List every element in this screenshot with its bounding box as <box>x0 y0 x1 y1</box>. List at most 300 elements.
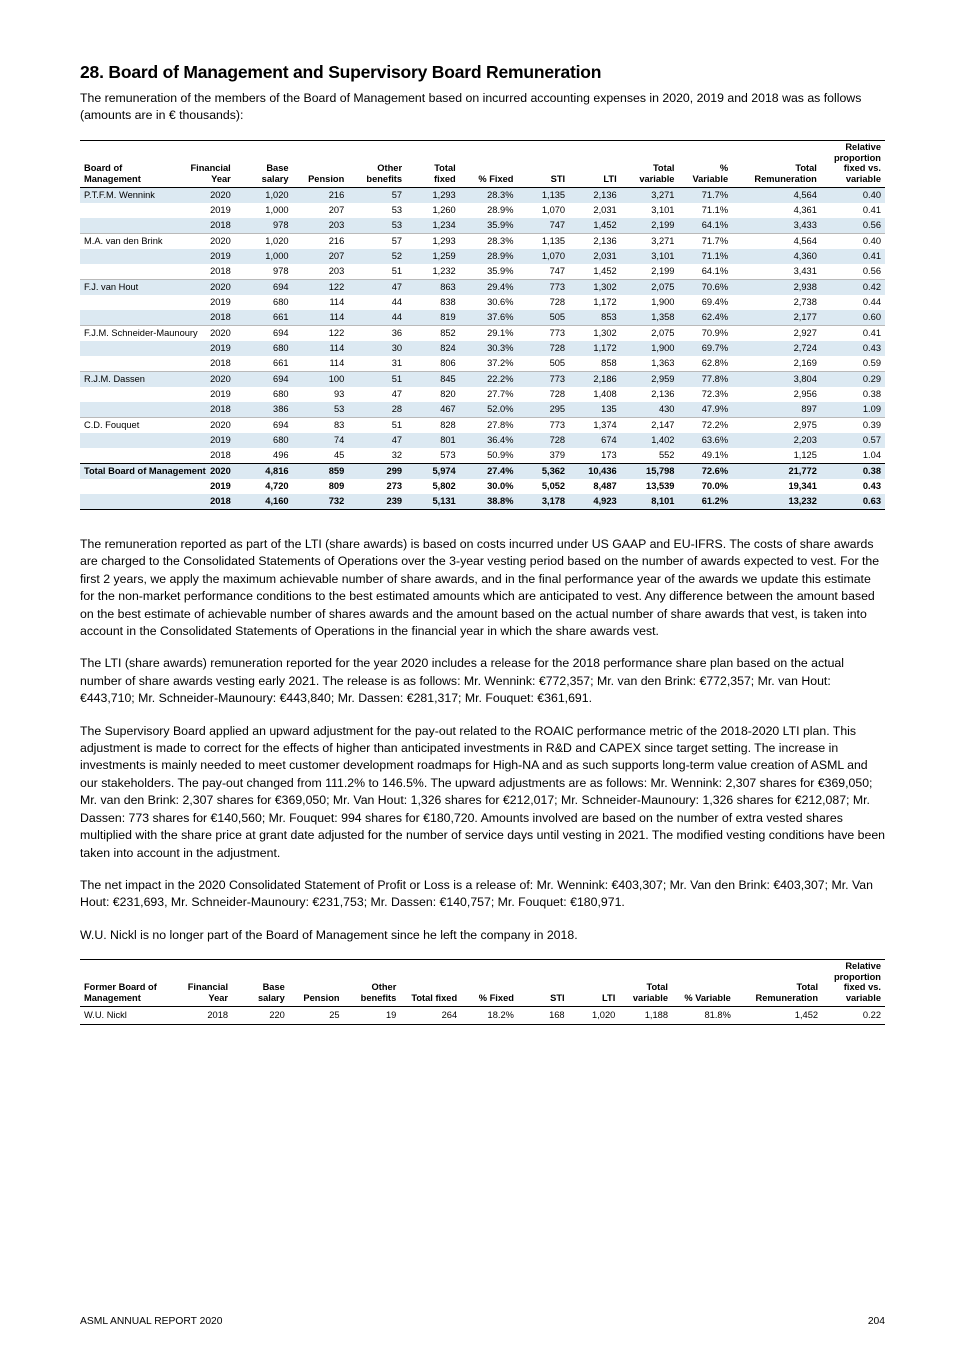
table-row <box>80 341 885 356</box>
former-table-header-row <box>80 960 885 1007</box>
cell-pct-variable: 77.8% <box>678 372 732 388</box>
cell-total-remuneration: 2,738 <box>793 297 817 307</box>
cell-pension: 25 <box>289 1007 344 1025</box>
cell-sti: 728 <box>549 343 566 353</box>
cell-other-benefits: 32 <box>391 450 403 460</box>
cell-lti: 1,408 <box>593 389 617 399</box>
cell-total-fixed: 1,293 <box>432 190 456 200</box>
cell-relative-proportion: 0.38 <box>862 389 881 399</box>
cell-total-variable: 3,271 <box>651 190 675 200</box>
cell-base-salary: 661 <box>273 312 289 322</box>
cell-total-remuneration: 2,927 <box>732 326 821 342</box>
cell-relative-proportion: 0.60 <box>862 312 881 322</box>
cell-total-variable: 2,075 <box>621 326 679 342</box>
cell-year: 2018 <box>210 404 231 414</box>
page-title: 28. Board of Management and Supervisory Board Remuneration <box>80 62 602 82</box>
cell-year: 2018 <box>173 1007 232 1025</box>
cell-pct-variable: 64.1% <box>701 220 729 230</box>
cell-total-variable: 1,363 <box>651 358 675 368</box>
cell-other-benefits: 273 <box>386 481 403 491</box>
cell-other-benefits: 52 <box>391 251 403 261</box>
cell-lti: 1,452 <box>593 266 617 276</box>
cell-pct-fixed: 18.2% <box>461 1007 518 1025</box>
cell-pct-fixed: 28.3% <box>460 234 518 250</box>
cell-total-fixed: 467 <box>440 404 456 414</box>
cell-total-remuneration: 2,975 <box>732 418 821 434</box>
cell-total-fixed: 852 <box>406 326 460 342</box>
cell-year: 2018 <box>210 450 231 460</box>
cell-base-salary: 4,720 <box>265 481 289 491</box>
col-sti: STI <box>518 141 570 188</box>
cell-total-remuneration: 2,177 <box>793 312 817 322</box>
cell-total-remuneration: 4,564 <box>732 234 821 250</box>
cell-base-salary: 680 <box>273 435 289 445</box>
cell-total-fixed: 1,260 <box>432 205 456 215</box>
table-row <box>80 433 885 448</box>
cell-sti: 773 <box>518 326 570 342</box>
cell-pension: 83 <box>293 418 349 434</box>
cell-sti: 773 <box>518 372 570 388</box>
table-row <box>80 264 885 280</box>
cell-total-variable: 1,188 <box>619 1007 672 1025</box>
cell-total-remuneration: 2,203 <box>793 435 817 445</box>
cell-total-remuneration: 2,724 <box>793 343 817 353</box>
cell-relative-proportion: 0.56 <box>862 220 881 230</box>
cell-year: 2018 <box>210 220 231 230</box>
cell-total-variable: 2,136 <box>651 389 675 399</box>
fcol-total-variable: Total variable <box>619 960 672 1007</box>
cell-base-salary: 694 <box>235 280 293 296</box>
cell-base-salary: 978 <box>273 266 289 276</box>
cell-base-salary: 4,160 <box>235 494 293 510</box>
table-row <box>80 310 885 326</box>
cell-lti: 135 <box>601 404 617 414</box>
cell-year: 2020 <box>175 234 235 250</box>
cell-lti: 4,923 <box>569 494 621 510</box>
cell-relative-proportion: 1.09 <box>862 404 881 414</box>
cell-total-variable: 1,900 <box>651 297 675 307</box>
table-total-row <box>80 494 885 510</box>
cell-year: 2020 <box>175 464 235 480</box>
cell-base-salary: 1,000 <box>265 251 289 261</box>
fcol-total-fixed: Total fixed <box>400 960 461 1007</box>
cell-relative-proportion: 0.41 <box>862 205 881 215</box>
cell-total-fixed: 573 <box>440 450 456 460</box>
table-row <box>80 387 885 402</box>
cell-sti: 747 <box>549 266 566 276</box>
cell-other-benefits: 19 <box>344 1007 401 1025</box>
cell-pension: 809 <box>328 481 345 491</box>
cell-pct-variable: 61.2% <box>678 494 732 510</box>
col-total-fixed: Total fixed <box>406 141 460 188</box>
cell-pct-variable: 72.2% <box>678 418 732 434</box>
cell-pct-fixed: 27.7% <box>487 389 514 399</box>
cell-sti: 168 <box>518 1007 569 1025</box>
cell-lti: 1,302 <box>569 326 621 342</box>
fcol-pct-fixed: % Fixed <box>461 960 518 1007</box>
cell-total-variable: 3,101 <box>651 251 675 261</box>
table-row <box>80 326 885 342</box>
cell-other-benefits: 51 <box>348 372 406 388</box>
cell-pension: 732 <box>293 494 349 510</box>
cell-total-variable: 13,539 <box>646 481 675 491</box>
cell-total-fixed: 820 <box>440 389 456 399</box>
cell-pct-variable: 62.4% <box>701 312 729 322</box>
cell-total-remuneration: 2,956 <box>793 389 817 399</box>
cell-sti: 1,070 <box>541 205 566 215</box>
cell-total-fixed: 824 <box>440 343 456 353</box>
cell-pct-fixed: 30.0% <box>487 481 514 491</box>
cell-sti: 5,362 <box>518 464 570 480</box>
col-total-remuneration: Total Remuneration <box>732 141 821 188</box>
cell-total-fixed: 5,131 <box>406 494 460 510</box>
cell-year: 2019 <box>210 435 231 445</box>
cell-other-benefits: 44 <box>391 297 403 307</box>
cell-pct-fixed: 50.9% <box>487 450 514 460</box>
cell-lti: 1,302 <box>569 280 621 296</box>
cell-name: M.A. van den Brink <box>80 234 175 250</box>
table-row <box>80 249 885 264</box>
cell-lti: 2,031 <box>593 251 617 261</box>
cell-pension: 114 <box>329 343 345 353</box>
cell-lti: 853 <box>601 312 617 322</box>
cell-base-salary: 694 <box>235 372 293 388</box>
cell-lti: 674 <box>601 435 617 445</box>
cell-other-benefits: 57 <box>348 234 406 250</box>
fcol-total-remuneration: Total Remuneration <box>735 960 822 1007</box>
fcol-pct-variable: % Variable <box>672 960 735 1007</box>
cell-pct-fixed: 29.1% <box>460 326 518 342</box>
cell-total-remuneration: 1,452 <box>735 1007 822 1025</box>
cell-other-benefits: 36 <box>348 326 406 342</box>
cell-pct-fixed: 37.6% <box>487 312 514 322</box>
table-row <box>80 234 885 250</box>
cell-lti: 1,374 <box>569 418 621 434</box>
cell-total-fixed: 863 <box>406 280 460 296</box>
cell-relative-proportion: 0.39 <box>821 418 885 434</box>
cell-other-benefits: 47 <box>391 435 403 445</box>
cell-lti: 2,031 <box>593 205 617 215</box>
table-row <box>80 448 885 464</box>
table-total-row <box>80 464 885 480</box>
cell-name: R.J.M. Dassen <box>80 372 175 388</box>
table-row <box>80 356 885 372</box>
cell-total-fixed: 801 <box>440 435 456 445</box>
cell-pension: 114 <box>329 297 345 307</box>
cell-pct-fixed: 29.4% <box>460 280 518 296</box>
cell-base-salary: 661 <box>273 358 289 368</box>
cell-total-variable: 1,900 <box>651 343 675 353</box>
cell-year: 2018 <box>175 494 235 510</box>
cell-sti: 1,070 <box>541 251 566 261</box>
cell-name <box>80 433 175 448</box>
cell-pension: 100 <box>293 372 349 388</box>
cell-other-benefits: 47 <box>348 280 406 296</box>
table-row <box>80 188 885 204</box>
cell-sti: 505 <box>549 358 566 368</box>
cell-total-variable: 2,199 <box>651 220 675 230</box>
col-financial-year: Financial Year <box>175 141 235 188</box>
cell-sti: 773 <box>518 418 570 434</box>
col-board: Board of Management <box>80 141 175 188</box>
cell-year: 2019 <box>210 481 231 491</box>
cell-pct-variable: 72.3% <box>701 389 729 399</box>
cell-name <box>80 295 175 310</box>
col-relative-proportion: Relative proportion fixed vs. variable <box>821 141 885 188</box>
table-body <box>80 188 885 510</box>
fcol-board: Former Board of Management <box>80 960 173 1007</box>
cell-lti: 2,186 <box>569 372 621 388</box>
cell-lti: 10,436 <box>569 464 621 480</box>
col-base-salary: Base salary <box>235 141 293 188</box>
cell-total-remuneration: 3,433 <box>793 220 817 230</box>
table-row <box>80 218 885 234</box>
cell-other-benefits: 239 <box>348 494 406 510</box>
cell-relative-proportion: 0.43 <box>862 481 881 491</box>
cell-pension: 122 <box>293 326 349 342</box>
cell-year: 2018 <box>210 266 231 276</box>
cell-name <box>80 341 175 356</box>
cell-pct-fixed: 28.9% <box>487 251 514 261</box>
table-row <box>80 418 885 434</box>
col-pct-fixed: % Fixed <box>460 141 518 188</box>
cell-total-variable: 15,798 <box>621 464 679 480</box>
table-header-row <box>80 141 885 188</box>
cell-base-salary: 694 <box>235 418 293 434</box>
cell-relative-proportion: 0.41 <box>862 251 881 261</box>
cell-pct-variable: 71.7% <box>678 234 732 250</box>
col-pension: Pension <box>293 141 349 188</box>
cell-pct-variable: 69.7% <box>701 343 729 353</box>
cell-total-remuneration: 13,232 <box>732 494 821 510</box>
cell-sti: 728 <box>549 389 566 399</box>
cell-pension: 53 <box>333 404 345 414</box>
cell-relative-proportion: 1.04 <box>862 450 881 460</box>
cell-relative-proportion: 0.38 <box>821 464 885 480</box>
cell-total-variable: 3,271 <box>621 234 679 250</box>
cell-year: 2020 <box>175 372 235 388</box>
cell-year: 2020 <box>175 280 235 296</box>
cell-year: 2019 <box>210 343 231 353</box>
cell-other-benefits: 53 <box>391 220 403 230</box>
cell-total-fixed: 819 <box>440 312 456 322</box>
page-footer <box>80 1316 885 1327</box>
cell-pct-fixed: 27.8% <box>460 418 518 434</box>
cell-base-salary: 220 <box>232 1007 289 1025</box>
cell-relative-proportion: 0.40 <box>862 190 881 200</box>
cell-total-fixed: 1,232 <box>432 266 456 276</box>
cell-name: C.D. Fouquet <box>80 418 175 434</box>
col-pct-variable: % Variable <box>678 141 732 188</box>
fcol-lti: LTI <box>569 960 620 1007</box>
cell-year: 2020 <box>175 326 235 342</box>
cell-base-salary: 1,020 <box>265 190 289 200</box>
cell-lti: 8,487 <box>593 481 617 491</box>
cell-relative-proportion: 0.43 <box>862 343 881 353</box>
cell-name <box>80 356 175 372</box>
cell-pct-fixed: 35.9% <box>487 266 514 276</box>
cell-base-salary: 680 <box>273 343 289 353</box>
cell-total-variable: 8,101 <box>621 494 679 510</box>
col-total-variable: Total variable <box>621 141 679 188</box>
fcol-relative-proportion: Relative proportion fixed vs. variable <box>822 960 885 1007</box>
cell-total-fixed: 1,259 <box>432 251 456 261</box>
cell-base-salary: 978 <box>273 220 289 230</box>
paragraph-roaic-adjustment: The Supervisory Board applied an upward adjustment for the pay-out related to the ROAIC performance metric of the 2018-2020 LTI plan. This adjustment is made to correct for the effects of higher than anticipated investments in R&D and CAPEX since target setting. The increase in investments is mainly needed to meet customer development roadmaps for High-NA and as such supports long-term value creation of ASML and our stakeholders. The pay-out changed from 111.2% to 146.5%. The upward adjustments are as follows: Mr. Wennink: 2,307 shares for €369,050; Mr. van den Brink: 2,307 shares for €369,050; Mr. Van Hout: 1,326 shares for €212,017; Mr. Schneider-Maunoury: 1,326 shares for €212,087; Mr. Dassen: 773 shares for €140,560; Mr. Fouquet: 994 shares for €180,720. Amounts involved are based on the number of extra vested shares multiplied with the share price at grant date adjusted for the number of service days until vesting in 2021. The modified vesting conditions have been taken into account in the adjustment. <box>80 723 886 860</box>
table-row <box>80 402 885 418</box>
cell-other-benefits: 51 <box>348 418 406 434</box>
cell-other-benefits: 47 <box>391 389 403 399</box>
cell-pct-fixed: 30.6% <box>487 297 514 307</box>
footer-page-number: 204 <box>867 1316 885 1327</box>
cell-lti: 173 <box>601 450 617 460</box>
cell-total-remuneration: 3,804 <box>732 372 821 388</box>
fcol-other-benefits: Other benefits <box>344 960 401 1007</box>
cell-pct-variable: 71.1% <box>701 205 729 215</box>
cell-pension: 203 <box>328 220 345 230</box>
cell-name: W.U. Nickl <box>80 1007 173 1025</box>
cell-base-salary: 1,020 <box>235 234 293 250</box>
cell-total-remuneration: 2,938 <box>732 280 821 296</box>
cell-pension: 114 <box>329 312 345 322</box>
cell-pct-variable: 72.6% <box>678 464 732 480</box>
cell-year: 2018 <box>210 358 231 368</box>
cell-pension: 216 <box>293 234 349 250</box>
table-row <box>80 372 885 388</box>
cell-pct-fixed: 30.3% <box>487 343 514 353</box>
paragraph-lti-basis: The remuneration reported as part of the LTI (share awards) is based on costs incurred under US GAAP and EU-IFRS. The costs of share awards are charged to the Consolidated Statements of Operations over the 3-year vesting period based on the number of awards expected to vest. For the first 2 years, we apply the maximum achievable number of share awards, and in the final performance year of the awards we update this estimate for the non-market performance conditions to the best estimated amounts which are anticipated to vest. Any difference between the amount based on the best estimate of achievable number of shares awards and the amount based on the actual number of share awards that vest, is taken into account in the Consolidated Statements of Operations in the financial year in which the share awards vest. <box>80 537 880 639</box>
cell-other-benefits: 57 <box>391 190 403 200</box>
paragraph-lti-release: The LTI (share awards) remuneration reported for the year 2020 includes a release for the 2018 performance share plan based on the actual number of share awards vesting early 2021. The release is as follows: Mr. Wennink: €772,357; Mr. van den Brink: €772,357; Mr. van Hout: €443,710; Mr. Schneider-Maunoury: €443,840; Mr. Dassen: €281,317; Mr. Fouquet: €361,691. <box>80 656 844 706</box>
cell-total-remuneration: 4,361 <box>793 205 817 215</box>
cell-sti: 505 <box>549 312 566 322</box>
cell-total-variable: 430 <box>658 404 675 414</box>
cell-name <box>80 402 175 418</box>
cell-year: 2020 <box>175 418 235 434</box>
cell-relative-proportion: 0.56 <box>862 266 881 276</box>
cell-name <box>80 203 175 218</box>
cell-relative-proportion: 0.40 <box>821 234 885 250</box>
cell-pension: 93 <box>333 389 345 399</box>
cell-total-fixed: 1,293 <box>406 234 460 250</box>
cell-lti: 1,020 <box>569 1007 620 1025</box>
paragraph-former-member: W.U. Nickl is no longer part of the Board of Management since he left the company in 2018. <box>80 927 578 942</box>
cell-total-fixed: 5,974 <box>406 464 460 480</box>
cell-sti: 1,135 <box>518 234 570 250</box>
cell-pct-variable: 49.1% <box>701 450 729 460</box>
cell-sti: 379 <box>549 450 566 460</box>
footer-report-name: ASML ANNUAL REPORT 2020 <box>80 1316 223 1327</box>
col-lti: LTI <box>569 141 621 188</box>
cell-pct-fixed: 35.9% <box>487 220 514 230</box>
cell-pct-variable: 71.7% <box>701 190 729 200</box>
cell-total-fixed: 828 <box>406 418 460 434</box>
cell-sti: 773 <box>518 280 570 296</box>
fcol-base-salary: Base salary <box>232 960 289 1007</box>
cell-pct-variable: 71.1% <box>701 251 729 261</box>
cell-relative-proportion: 0.57 <box>862 435 881 445</box>
cell-relative-proportion: 0.44 <box>862 297 881 307</box>
cell-pct-variable: 62.8% <box>701 358 729 368</box>
cell-pct-variable: 69.4% <box>701 297 729 307</box>
cell-pct-fixed: 28.9% <box>487 205 514 215</box>
cell-year: 2018 <box>210 312 231 322</box>
cell-total-variable: 2,959 <box>621 372 679 388</box>
cell-name <box>80 479 175 494</box>
cell-total-variable: 2,199 <box>651 266 675 276</box>
cell-total-remuneration: 1,125 <box>793 450 817 460</box>
table-row <box>80 280 885 296</box>
cell-sti: 747 <box>549 220 566 230</box>
cell-other-benefits: 44 <box>391 312 403 322</box>
cell-pension: 216 <box>328 190 345 200</box>
cell-pct-variable: 64.1% <box>701 266 729 276</box>
cell-name: F.J. van Hout <box>80 280 175 296</box>
board-remuneration-table <box>80 140 885 510</box>
cell-total-remuneration: 2,169 <box>793 358 817 368</box>
cell-base-salary: 496 <box>273 450 289 460</box>
cell-total-variable: 1,402 <box>651 435 675 445</box>
cell-name: F.J.M. Schneider-Maunoury <box>80 326 175 342</box>
table-row <box>80 295 885 310</box>
cell-pct-fixed: 38.8% <box>460 494 518 510</box>
cell-name <box>80 218 175 234</box>
fcol-pension: Pension <box>289 960 344 1007</box>
table-total-row <box>80 479 885 494</box>
cell-pension: 207 <box>328 251 345 261</box>
cell-total-variable: 2,147 <box>621 418 679 434</box>
cell-other-benefits: 53 <box>391 205 403 215</box>
cell-total-remuneration: 21,772 <box>732 464 821 480</box>
cell-pension: 74 <box>333 435 345 445</box>
cell-total-fixed: 806 <box>440 358 456 368</box>
cell-lti: 1,172 <box>593 343 617 353</box>
fcol-financial-year: Financial Year <box>173 960 232 1007</box>
cell-relative-proportion: 0.63 <box>821 494 885 510</box>
intro-paragraph: The remuneration of the members of the Board of Management based on incurred accounting expenses in 2020, 2019 and 2018 was as follows (amounts are in € thousands): <box>80 91 862 122</box>
cell-name: Total Board of Management <box>80 464 175 480</box>
cell-other-benefits: 28 <box>391 404 403 414</box>
cell-pct-variable: 47.9% <box>701 404 729 414</box>
cell-relative-proportion: 0.59 <box>862 358 881 368</box>
cell-pct-fixed: 52.0% <box>487 404 514 414</box>
cell-pct-variable: 70.6% <box>678 280 732 296</box>
cell-pct-fixed: 36.4% <box>487 435 514 445</box>
cell-total-remuneration: 4,564 <box>793 190 817 200</box>
cell-lti: 2,136 <box>593 190 617 200</box>
cell-pct-fixed: 28.3% <box>487 190 514 200</box>
cell-total-fixed: 1,234 <box>432 220 456 230</box>
cell-total-variable: 552 <box>658 450 675 460</box>
cell-lti: 2,136 <box>569 234 621 250</box>
cell-pct-variable: 63.6% <box>701 435 729 445</box>
former-board-table <box>80 959 885 1025</box>
cell-pension: 859 <box>293 464 349 480</box>
former-table-body <box>80 1007 885 1025</box>
cell-base-salary: 680 <box>273 297 289 307</box>
cell-name <box>80 264 175 280</box>
cell-other-benefits: 30 <box>391 343 403 353</box>
cell-lti: 1,172 <box>593 297 617 307</box>
cell-total-fixed: 845 <box>406 372 460 388</box>
cell-pct-fixed: 37.2% <box>487 358 514 368</box>
cell-name <box>80 249 175 264</box>
cell-relative-proportion: 0.22 <box>822 1007 885 1025</box>
cell-name <box>80 310 175 326</box>
cell-relative-proportion: 0.29 <box>821 372 885 388</box>
cell-sti: 728 <box>549 297 566 307</box>
cell-name <box>80 448 175 464</box>
